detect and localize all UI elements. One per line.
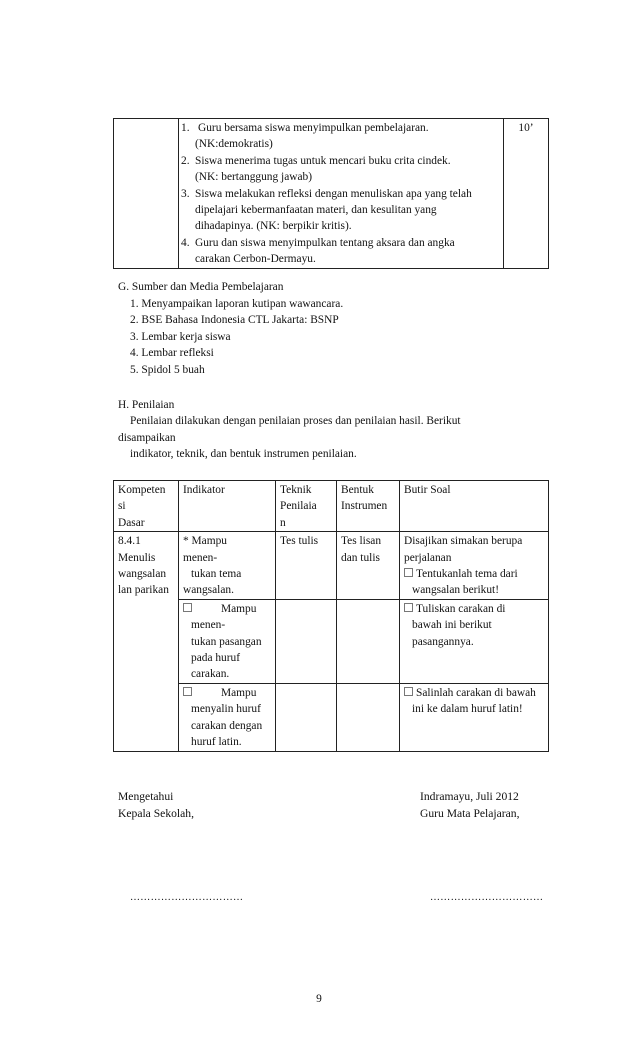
section-g-heading: G. Sumber dan Media Pembelajaran — [118, 281, 284, 293]
bentuk-cell — [337, 599, 400, 683]
closing-activity-table — [113, 118, 549, 269]
closing-steps-list — [179, 120, 503, 268]
step-text-line: (NK: bertanggung jawab) — [195, 171, 313, 184]
butir-cell: Disajikan simakan berupa perjalanan Tentukanlah tema dari wangsalan berikut! — [400, 532, 549, 600]
list-item — [181, 153, 503, 186]
section-h-text-1: Penilaian dilakukan dengan penilaian proses dan penilaian hasil. Berikut — [130, 415, 461, 427]
list-item: 2. BSE Bahasa Indonesia CTL Jakarta: BSNP — [130, 314, 339, 327]
step-text-line: Guru bersama siswa menyimpulkan pembelajaran. — [198, 122, 429, 134]
time-cell — [504, 119, 549, 269]
page-number: 9 — [316, 993, 322, 1005]
checkbox-icon — [404, 687, 413, 696]
empty-cell — [114, 119, 179, 269]
section-h-text-3: indikator, teknik, dan bentuk instrumen penilaian. — [130, 448, 357, 460]
butir-cell: Salinlah carakan di bawah ini ke dalam huruf latin! — [400, 683, 549, 751]
table-row — [114, 683, 549, 751]
step-number: 2. — [181, 154, 190, 167]
kd-cell: 8.4.1 Menulis wangsalan lan parikan — [114, 532, 179, 751]
teknik-cell — [276, 683, 337, 751]
time-value: 10’ — [518, 122, 534, 134]
signature-left-label: Mengetahui — [118, 790, 174, 803]
step-text-line: carakan Cerbon-Dermayu. — [195, 253, 316, 266]
list-item — [181, 235, 503, 268]
step-text-line: Siswa melakukan refleksi dengan menuliskan apa yang telah — [195, 187, 472, 200]
step-text-line: Guru dan siswa menyimpulkan tentang aksara dan angka — [195, 236, 455, 249]
signature-right-line: …………………………… — [430, 892, 544, 903]
signature-left-line: …………………………… — [130, 892, 244, 903]
step-text-line: Siswa menerima tugas untuk mencari buku crita cindek. — [195, 154, 451, 167]
indikator-cell: Mampu menen- tukan pasangan pada huruf carakan. — [179, 599, 276, 683]
step-text-line: dihadapinya. (NK: berpikir kritis). — [195, 220, 352, 233]
header-bentuk: Bentuk Instrumen — [337, 481, 400, 532]
step-text-line: dipelajari kebermanfaatan materi, dan kesulitan yang — [195, 204, 437, 217]
header-indikator: Indikator — [179, 481, 276, 532]
butir-cell: Tuliskan carakan di bawah ini berikut pasangannya. — [400, 599, 549, 683]
bentuk-cell: Tes lisan dan tulis — [337, 532, 400, 600]
checkbox-icon — [404, 603, 413, 612]
list-item — [181, 120, 503, 153]
indikator-cell: * Mampu menen- tukan tema wangsalan. — [179, 532, 276, 600]
step-text-line: (NK:demokratis) — [195, 138, 273, 151]
header-kompetensi: Kompeten si Dasar — [114, 481, 179, 532]
indikator-cell: Mampu menyalin huruf carakan dengan huruf latin. — [179, 683, 276, 751]
checkbox-icon — [404, 568, 413, 577]
checkbox-icon — [183, 603, 192, 612]
header-teknik: Teknik Penilaia n — [276, 481, 337, 532]
section-h-text-2: disampaikan — [118, 432, 176, 444]
list-item — [181, 186, 503, 235]
checkbox-icon — [183, 687, 192, 696]
closing-steps-cell — [179, 119, 504, 269]
section-h-heading: H. Penilaian — [118, 399, 175, 411]
list-item: 5. Spidol 5 buah — [130, 363, 205, 376]
list-item: 1. Menyampaikan laporan kutipan wawancara. — [130, 298, 344, 310]
teknik-cell — [276, 599, 337, 683]
header-butir: Butir Soal — [400, 481, 549, 532]
step-number: 1. — [181, 122, 190, 134]
teknik-cell: Tes tulis — [276, 532, 337, 600]
signature-left-role: Kepala Sekolah, — [118, 807, 194, 820]
list-item: 4. Lembar refleksi — [130, 347, 214, 360]
section-g-list — [130, 296, 343, 378]
list-item: 3. Lembar kerja siswa — [130, 330, 231, 343]
table-row — [114, 532, 549, 600]
table-row — [114, 599, 549, 683]
step-number: 3. — [181, 187, 190, 200]
step-number: 4. — [181, 236, 190, 249]
table-header-row — [114, 481, 549, 532]
signature-right-role: Guru Mata Pelajaran, — [420, 807, 520, 820]
bentuk-cell — [337, 683, 400, 751]
signature-right-place-date: Indramayu, Juli 2012 — [420, 790, 519, 803]
assessment-table — [113, 480, 549, 752]
